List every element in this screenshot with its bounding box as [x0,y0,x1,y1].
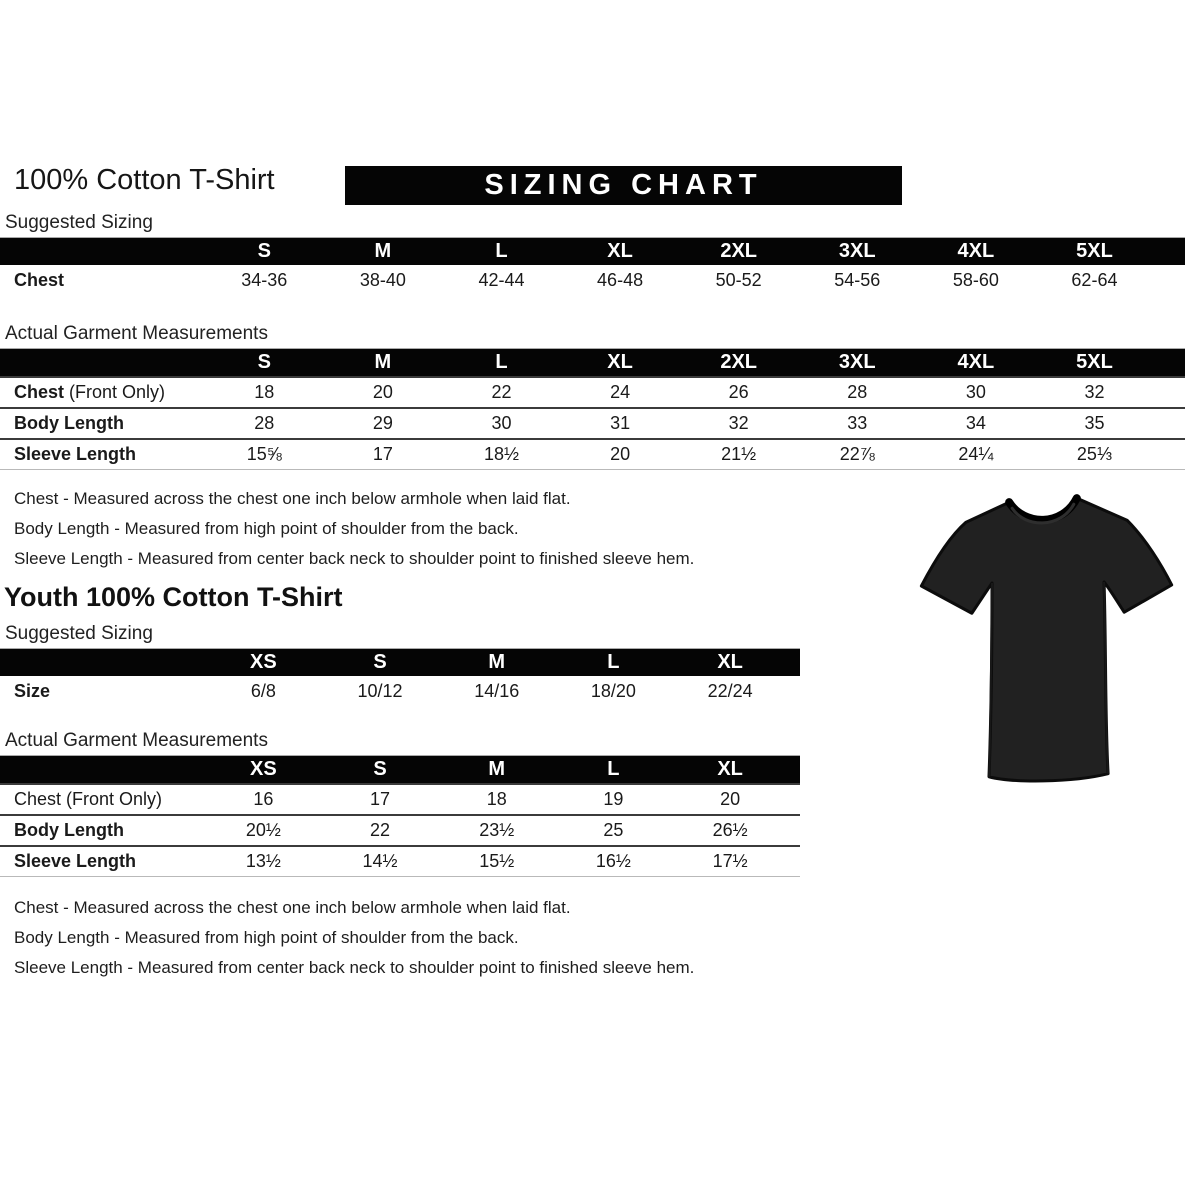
youth-suggested-label: Suggested Sizing [5,623,153,644]
size-header-cell: 4XL [957,240,995,262]
value-cell: 20 [372,382,393,402]
sizing-chart-banner [345,166,902,205]
value-cell: 20 [720,789,741,809]
size-header-cell: L [495,351,508,373]
value-cell: 18½ [483,444,519,464]
value-cell: 42-44 [478,269,525,290]
value-cell: 22 [370,820,391,840]
size-header-cell: 3XL [838,240,876,262]
table-row [0,407,1185,438]
table-row [0,783,800,814]
value-cell: 31 [610,413,631,433]
value-cell: 17 [370,789,391,809]
youth-measurements-header-row [0,755,800,783]
value-cell: 17 [372,444,393,464]
table-row [0,438,1185,470]
value-cell: 29 [372,413,393,433]
size-header-cell: 5XL [1076,240,1113,262]
value-cell: 46-48 [597,269,644,290]
table-row [0,814,800,845]
value-cell: 38-40 [359,269,406,290]
note-line: Body Length - Measured from high point of shoulder from the back. [14,928,519,947]
size-header-cell: XS [250,651,277,673]
value-cell: 24 [610,382,631,402]
size-header-cell: L [607,651,620,673]
youth-suggested-header-row [0,648,800,676]
page-title: 100% Cotton T-Shirt [14,164,275,196]
row-label: Body Length [14,820,124,840]
note-line: Sleeve Length - Measured from center back neck to shoulder point to finished sleeve hem. [14,958,695,977]
value-cell: 34 [965,413,986,433]
value-cell: 50-52 [715,269,762,290]
size-header-cell: 2XL [720,240,758,262]
adult-suggested-label: Suggested Sizing [5,212,153,233]
value-cell: 34-36 [241,269,288,290]
black-tshirt-image [895,478,1193,806]
value-cell: 32 [728,413,749,433]
value-cell: 23½ [479,820,515,840]
size-header-cell: M [374,240,392,262]
value-cell: 14½ [362,851,398,871]
value-cell: 62-64 [1071,269,1118,290]
value-cell: 20½ [245,820,281,840]
value-cell: 25⅓ [1076,444,1112,464]
note-line: Chest - Measured across the chest one inch below armhole when laid flat. [14,898,571,917]
adult-measurements-header-row [0,348,1185,376]
size-header-cell: 4XL [957,351,995,373]
value-cell: 26½ [712,820,748,840]
size-header-cell: XL [607,240,633,262]
value-cell: 54-56 [834,269,881,290]
value-cell: 6/8 [250,680,276,701]
row-label: Sleeve Length [14,444,137,464]
value-cell: 17½ [712,851,748,871]
row-label-suffix: (Front Only) [61,789,163,809]
size-header-cell: 5XL [1076,351,1113,373]
note-line: Sleeve Length - Measured from center back neck to shoulder point to finished sleeve hem. [14,549,695,568]
value-cell: 30 [491,413,512,433]
youth-suggested-table [0,648,800,706]
youth-measurements-table [0,755,800,877]
value-cell: 22 [491,382,512,402]
value-cell: 33 [847,413,868,433]
value-cell: 18/20 [590,680,636,701]
youth-title: Youth 100% Cotton T-Shirt [4,582,343,612]
value-cell: 58-60 [952,269,999,290]
value-cell: 15½ [479,851,515,871]
value-cell: 22⅞ [839,444,875,464]
value-cell: 18 [254,382,275,402]
size-header-cell: S [257,351,271,373]
row-label: Size [14,680,51,701]
value-cell: 30 [965,382,986,402]
size-header-cell: XL [717,651,743,673]
size-header-cell: M [488,758,506,780]
size-header-cell: XL [607,351,633,373]
value-cell: 24¼ [958,444,994,464]
adult-measurements-table [0,348,1185,470]
value-cell: 10/12 [357,680,403,701]
size-header-cell: L [607,758,620,780]
table-row [0,676,800,706]
adult-suggested-table [0,237,1185,295]
value-cell: 19 [603,789,624,809]
value-cell: 14/16 [474,680,520,701]
size-header-cell: S [373,651,387,673]
sizing-chart-banner-label: SIZING CHART [484,169,763,201]
table-row [0,376,1185,407]
row-label-suffix: (Front Only) [64,382,166,402]
row-label: Body Length [14,413,124,433]
youth-measurement-notes [0,893,1200,983]
size-header-cell: XL [717,758,743,780]
row-label [0,382,205,403]
value-cell: 32 [1084,382,1105,402]
row-label [0,789,205,810]
value-cell: 28 [254,413,275,433]
adult-measurements-label: Actual Garment Measurements [5,323,268,344]
value-cell: 13½ [245,851,281,871]
row-label-main: Chest [14,382,65,402]
size-header-cell: S [257,240,271,262]
size-header-cell: 3XL [838,351,876,373]
value-cell: 26 [728,382,749,402]
size-header-cell: S [373,758,387,780]
youth-measurements-label: Actual Garment Measurements [5,730,268,751]
size-header-cell: 2XL [720,351,758,373]
value-cell: 16 [253,789,274,809]
value-cell: 28 [847,382,868,402]
row-label-main: Chest [14,789,62,809]
size-header-cell: M [374,351,392,373]
size-header-cell: XS [250,758,277,780]
value-cell: 18 [486,789,507,809]
note-line: Chest - Measured across the chest one inch below armhole when laid flat. [14,489,571,508]
size-header-cell: M [488,651,506,673]
adult-suggested-header-row [0,237,1185,265]
value-cell: 21½ [721,444,757,464]
note-line: Body Length - Measured from high point of shoulder from the back. [14,519,519,538]
row-label: Chest [14,269,65,290]
value-cell: 20 [610,444,631,464]
size-header-cell: L [495,240,508,262]
header [0,164,1200,212]
value-cell: 15⅝ [246,444,282,464]
value-cell: 16½ [595,851,631,871]
table-row [0,265,1185,295]
row-label: Sleeve Length [14,851,137,871]
value-cell: 35 [1084,413,1105,433]
table-row [0,845,800,877]
value-cell: 22/24 [707,680,753,701]
value-cell: 25 [603,820,624,840]
